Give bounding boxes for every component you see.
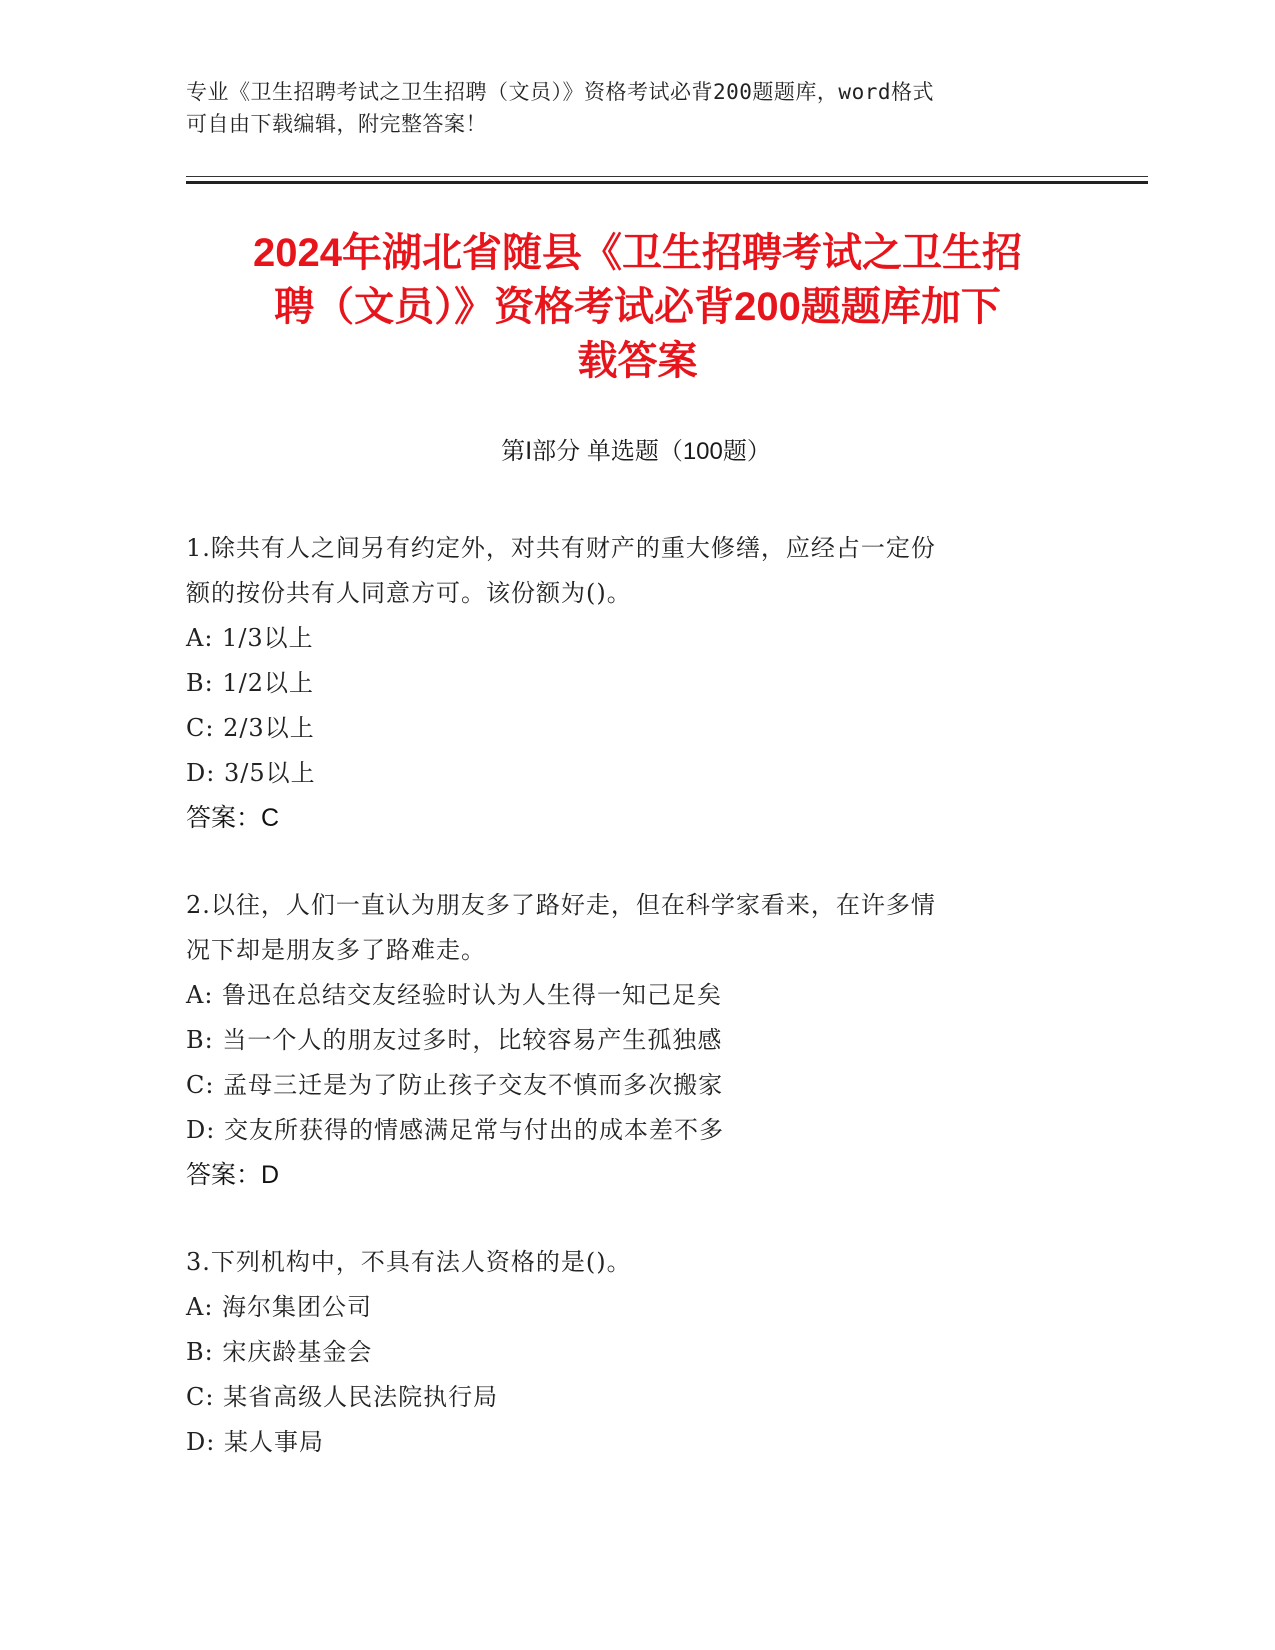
option-d: D: 交友所获得的情感满足常与付出的成本差不多 [186, 1116, 724, 1144]
header-note-line: 可自由下载编辑，附完整答案！ [186, 112, 487, 136]
option-d: D: 某人事局 [186, 1428, 324, 1456]
section-title: 第Ⅰ部分 单选题（100题） [501, 438, 771, 465]
question-2 [186, 883, 1066, 1198]
question-stem: 2.以往，人们一直认为朋友多了路好走，但在科学家看来，在许多情 [186, 891, 936, 919]
option-c: C: 某省高级人民法院执行局 [186, 1383, 499, 1411]
document-title-line: 2024年湖北省随县《卫生招聘考试之卫生招 [253, 231, 1022, 275]
option-a: A: 海尔集团公司 [186, 1293, 373, 1321]
question-stem: 况下却是朋友多了路难走。 [186, 936, 486, 964]
option-b: B: 宋庆龄基金会 [186, 1338, 373, 1366]
option-b: B: 1/2以上 [186, 669, 314, 697]
option-d: D: 3/5以上 [186, 759, 316, 787]
question-list [186, 526, 1066, 1507]
question-stem: 3.下列机构中，不具有法人资格的是()。 [186, 1248, 632, 1276]
header-note-line: 专业《卫生招聘考试之卫生招聘（文员）》资格考试必背200题题库，word格式 [186, 80, 934, 104]
document-title [150, 226, 1125, 388]
question-stem: 额的按份共有人同意方可。该份额为()。 [186, 579, 632, 607]
document-title-line: 载答案 [577, 339, 698, 383]
question-stem: 1.除共有人之间另有约定外，对共有财产的重大修缮，应经占一定份 [186, 534, 936, 562]
header-note [186, 76, 1066, 140]
header-divider-thin [186, 176, 1148, 177]
answer-text: 答案：C [186, 804, 280, 832]
option-b: B: 当一个人的朋友过多时，比较容易产生孤独感 [186, 1026, 723, 1054]
answer-text: 答案：D [186, 1161, 280, 1189]
header-divider-thick [186, 181, 1148, 184]
option-c: C: 孟母三迁是为了防止孩子交友不慎而多次搬家 [186, 1071, 724, 1099]
document-title-line: 聘（文员）》资格考试必背200题题库加下 [274, 285, 1001, 329]
option-a: A: 1/3以上 [186, 624, 314, 652]
question-3 [186, 1240, 1066, 1465]
option-a: A: 鲁迅在总结交友经验时认为人生得一知己足矣 [186, 981, 723, 1009]
question-1 [186, 526, 1066, 841]
option-c: C: 2/3以上 [186, 714, 315, 742]
